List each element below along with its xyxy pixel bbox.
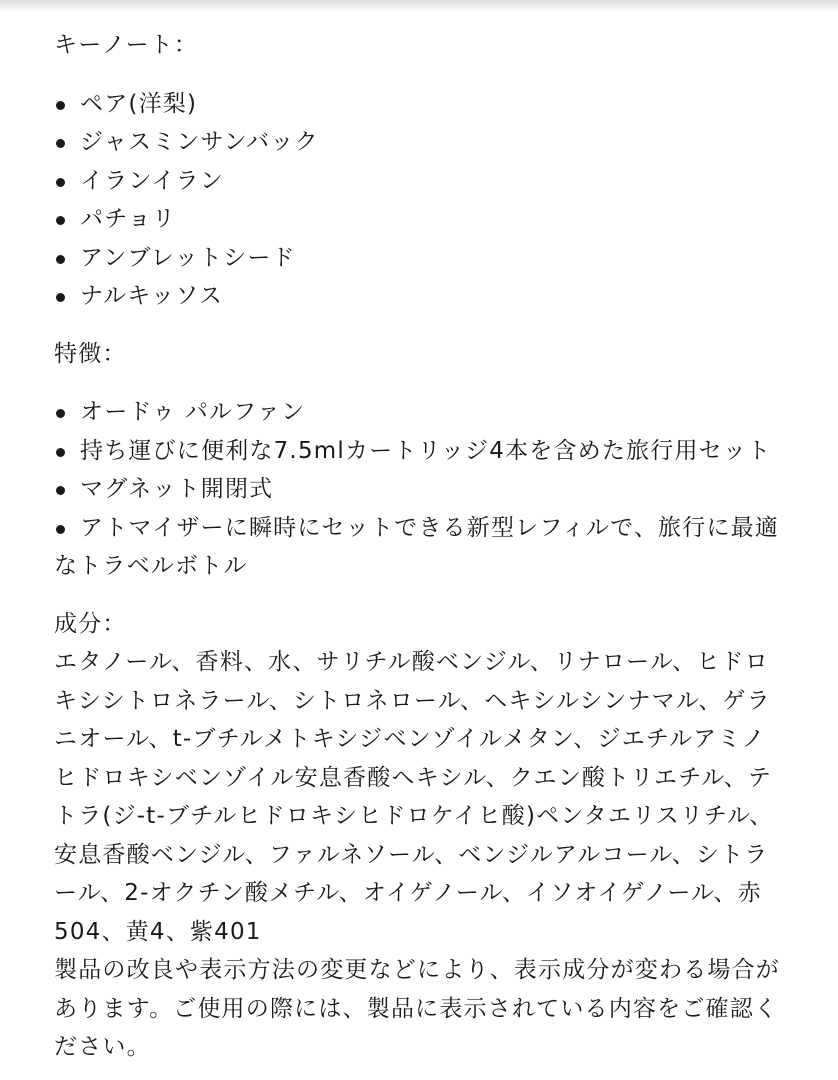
keynotes-heading: キーノート： — [54, 32, 199, 58]
bullet-icon — [56, 409, 65, 418]
bullet-icon — [56, 178, 65, 187]
ingredients-notice: 製品の改良や表示方法の変更などにより、表示成分が変わる場合があります。ご使用の際には、製品に表示されている内容をご確認ください。 — [54, 957, 780, 1060]
bullet-icon — [56, 101, 65, 110]
list-item: パチョリ — [54, 200, 784, 239]
list-item: アンブレットシード — [54, 239, 784, 278]
list-item: オードゥ パルファン — [54, 393, 784, 432]
keynotes-list — [54, 85, 784, 316]
bullet-icon — [56, 293, 65, 302]
list-item: 持ち運びに便利な7.5mlカートリッジ4本を含めた旅行用セット — [54, 432, 784, 471]
list-item: アトマイザーに瞬時にセットできる新型レフィルで、旅行に最適なトラベルボトル — [54, 514, 780, 579]
list-item: マグネット開閉式 — [54, 470, 784, 509]
bullet-icon — [56, 448, 65, 457]
ingredients-text: エタノール、香料、水、サリチル酸ベンジル、リナロール、ヒドロキシシトロネラール、シトロネロール、ヘキシルシンナマル、ゲラニオール、t-ブチルメトキシジベンゾイルメタン、ジエチルアミノヒドロキシベンゾイル安息香酸ヘキシル、クエン酸トリエチル、テトラ(ジ-t-ブチルヒドロキシヒドロケイヒ酸)ペンタエリスリチル、安息香酸ベンジル、ファルネソール、ベンジルアルコール、シトラール、2-オクチン酸メチル、オイゲノール、イソオイゲノール、赤504、黄4、紫401 — [54, 649, 774, 945]
bullet-icon — [56, 486, 65, 495]
features-list — [54, 393, 784, 586]
bullet-icon — [56, 255, 65, 264]
bullet-icon — [56, 139, 65, 148]
top-edge-shadow — [0, 0, 838, 12]
ingredients-heading: 成分： — [54, 610, 127, 637]
list-item: イランイラン — [54, 162, 784, 201]
list-item: ジャスミンサンバック — [54, 123, 784, 162]
list-item: ナルキッソス — [54, 277, 784, 316]
product-description — [54, 26, 784, 1067]
bullet-icon — [56, 216, 65, 225]
list-item: ペア(洋梨) — [54, 85, 784, 124]
bullet-icon — [56, 525, 65, 534]
features-heading: 特徴： — [54, 340, 127, 367]
